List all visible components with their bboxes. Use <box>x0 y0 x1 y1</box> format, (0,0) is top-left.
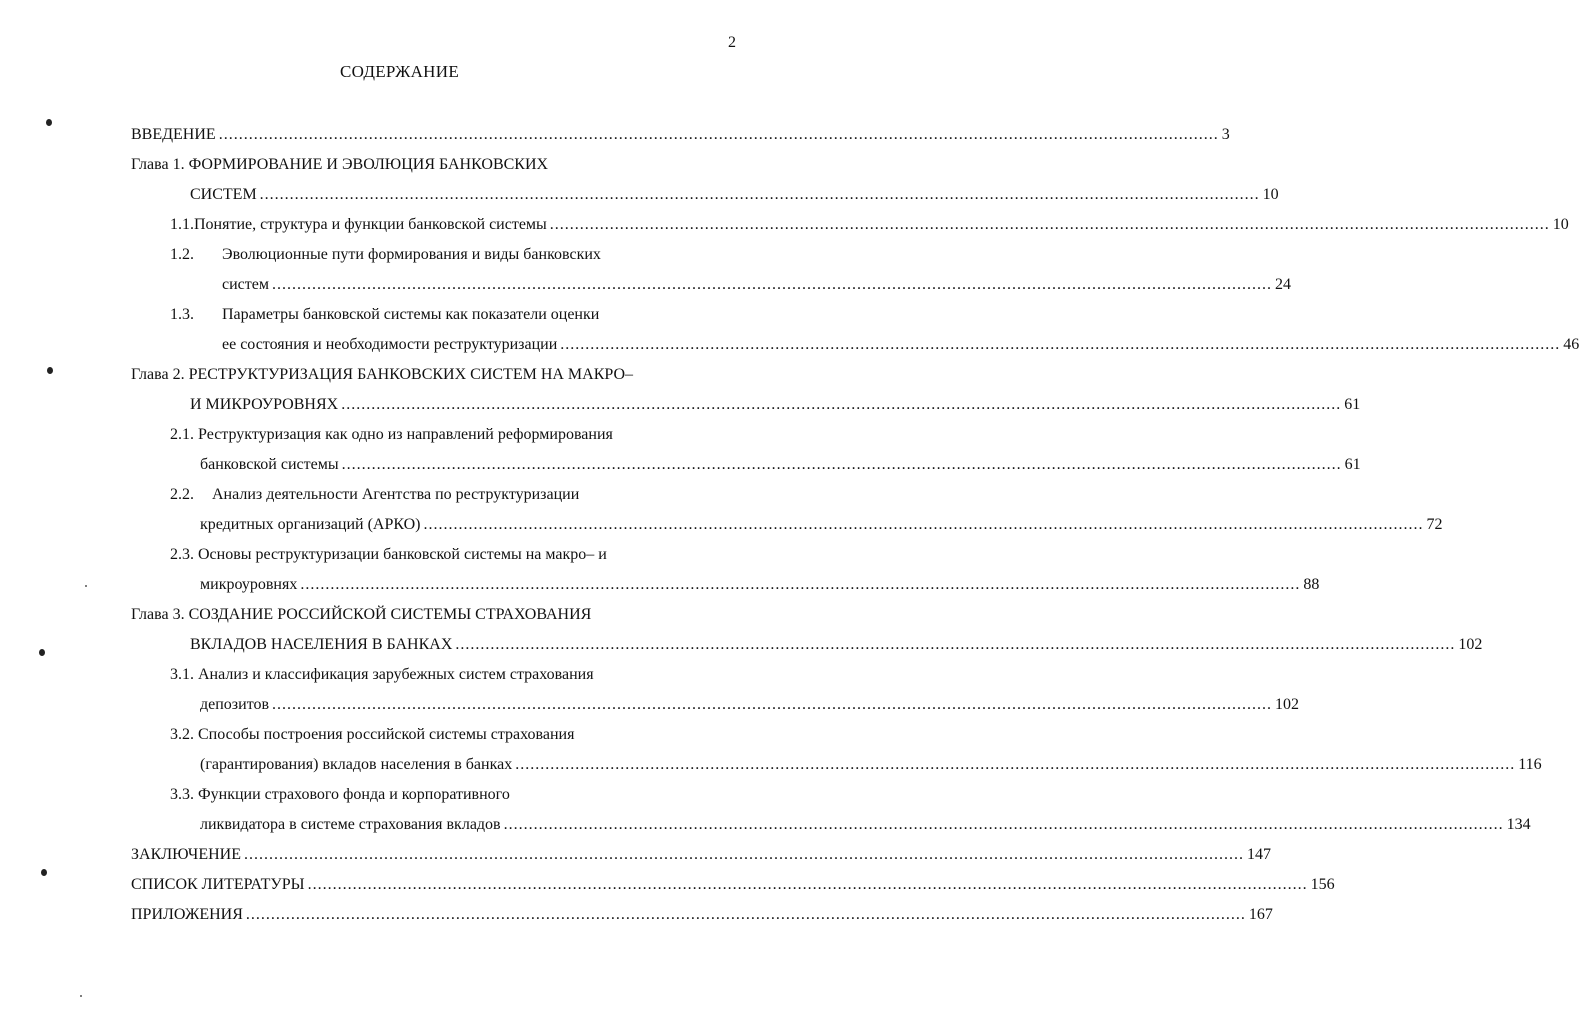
toc-entry-page: 134 <box>1506 816 1531 833</box>
dot-leader: ........................................................................................................................................................................................................ <box>300 576 1301 593</box>
toc-entry <box>170 720 716 744</box>
dot-leader: ........................................................................................................................................................................................................ <box>259 186 1260 203</box>
toc-entry <box>222 270 1291 294</box>
toc-entry-text: И МИКРОУРОВНЯХ <box>190 396 339 413</box>
toc-entry-text: ВКЛАДОВ НАСЕЛЕНИЯ В БАНКАХ <box>190 636 453 653</box>
toc-entry-text: Глава 3. СОЗДАНИЕ РОССИЙСКОЙ СИСТЕМЫ СТРАХОВАНИЯ <box>131 606 592 623</box>
toc-entry-text: банковской системы <box>200 456 339 473</box>
toc-entry-text: 2.3. Основы реструктуризации банковской системы на макро– и <box>170 546 607 563</box>
dot-leader: ........................................................................................................................................................................................................ <box>307 876 1308 893</box>
toc-entry-text: 2.1. Реструктуризация как одно из направлений реформирования <box>170 426 613 443</box>
dot-leader: ........................................................................................................................................................................................................ <box>341 456 1342 473</box>
toc-entry <box>131 360 712 384</box>
toc-entry-page: 102 <box>1275 696 1300 713</box>
toc-entry <box>170 420 712 444</box>
toc-entry-text: 3.1. Анализ и классификация зарубежных систем страхования <box>170 666 594 683</box>
toc-entry-text: СПИСОК ЛИТЕРАТУРЫ <box>131 876 305 893</box>
toc-entry-text: Параметры банковской системы как показатели оценки <box>222 306 600 323</box>
margin-dot <box>47 367 53 374</box>
dot-leader: ........................................................................................................................................................................................................ <box>549 216 1550 233</box>
toc-entry <box>190 630 1483 654</box>
toc-entry <box>200 450 1361 474</box>
dot-leader: ........................................................................................................................................................................................................ <box>218 126 1219 143</box>
margin-dot <box>46 119 52 126</box>
toc-entry <box>222 330 1579 354</box>
toc-entry <box>131 840 1271 864</box>
toc-entry-text: микроуровнях <box>200 576 298 593</box>
toc-entry-number: 1.2. <box>170 246 194 263</box>
toc-title: СОДЕРЖАНИЕ <box>339 62 460 81</box>
toc-entry <box>170 300 718 324</box>
margin-dot <box>41 869 47 876</box>
toc-entry-page: 61 <box>1344 396 1361 413</box>
toc-entry-text: депозитов <box>200 696 270 713</box>
toc-entry-text: ЗАКЛЮЧЕНИЕ <box>131 846 241 863</box>
toc-entry-text: ПРИЛОЖЕНИЯ <box>131 906 243 923</box>
toc-entry <box>200 690 1300 714</box>
dot-leader: ........................................................................................................................................................................................................ <box>243 846 1244 863</box>
toc-entry <box>190 390 1361 414</box>
toc-entry <box>170 240 722 264</box>
toc-entry-number: 1.3. <box>170 306 194 323</box>
toc-entry-page: 147 <box>1246 846 1271 863</box>
toc-entry-number: 2.2. <box>170 486 194 503</box>
toc-entry-text: 3.3. Функции страхового фонда и корпоративного <box>170 786 510 803</box>
toc-entry-page: 3 <box>1221 126 1230 143</box>
toc-entry-text: кредитных организаций (АРКО) <box>200 516 421 533</box>
toc-entry-page: 156 <box>1310 876 1335 893</box>
dot-leader: ........................................................................................................................................................................................................ <box>515 756 1516 773</box>
dot-leader: ........................................................................................................................................................................................................ <box>272 696 1273 713</box>
toc-entry-text: СИСТЕМ <box>190 186 257 203</box>
toc-entry <box>170 210 1569 234</box>
toc-entry-page: 116 <box>1518 756 1542 773</box>
toc-entry <box>131 870 1335 894</box>
toc-entry-text: Понятие, структура и функции банковской системы <box>194 216 547 233</box>
toc-entry <box>170 660 716 684</box>
toc-entry <box>170 780 716 804</box>
toc-entry-text: ВВЕДЕНИЕ <box>131 126 216 143</box>
scan-speck <box>85 585 87 587</box>
dot-leader: ........................................................................................................................................................................................................ <box>245 906 1246 923</box>
toc-entry-page: 167 <box>1248 906 1273 923</box>
toc-entry <box>200 750 1542 774</box>
dot-leader: ........................................................................................................................................................................................................ <box>560 336 1561 353</box>
toc-entry <box>200 570 1320 594</box>
toc-entry <box>170 540 712 564</box>
scan-speck <box>80 995 82 997</box>
toc-entry-text: Эволюционные пути формирования и виды банковских <box>222 246 601 263</box>
toc-entry-text: систем <box>222 276 269 293</box>
toc-entry-text: ее состояния и необходимости реструктуризации <box>222 336 558 353</box>
toc-entry-page: 10 <box>1262 186 1279 203</box>
page-number: 2 <box>728 34 736 51</box>
toc-entry-text: ликвидатора в системе страхования вкладов <box>200 816 501 833</box>
toc-entry-page: 24 <box>1274 276 1291 293</box>
toc-entry <box>131 120 1230 144</box>
dot-leader: ........................................................................................................................................................................................................ <box>455 636 1456 653</box>
dot-leader: ........................................................................................................................................................................................................ <box>341 396 1342 413</box>
toc-entry-page: 46 <box>1563 336 1579 353</box>
toc-entry <box>200 810 1531 834</box>
toc-entry <box>190 180 1279 204</box>
toc-entry-page: 88 <box>1303 576 1320 593</box>
dot-leader: ........................................................................................................................................................................................................ <box>423 516 1424 533</box>
toc-entry-text: Глава 2. РЕСТРУКТУРИЗАЦИЯ БАНКОВСКИХ СИСТЕМ НА МАКРО– <box>131 366 634 383</box>
toc-entry <box>170 480 712 504</box>
toc-entry-number: 1.1. <box>170 216 194 233</box>
toc-entry-page: 72 <box>1426 516 1443 533</box>
toc-entry-page: 61 <box>1344 456 1361 473</box>
dot-leader: ........................................................................................................................................................................................................ <box>503 816 1504 833</box>
toc-entry <box>131 900 1273 924</box>
toc-entry <box>200 510 1443 534</box>
toc-entry-text: Глава 1. ФОРМИРОВАНИЕ И ЭВОЛЮЦИЯ БАНКОВСКИХ <box>131 156 549 173</box>
margin-dot <box>39 649 45 656</box>
toc-entry-page: 10 <box>1552 216 1569 233</box>
toc-entry-text: (гарантирования) вкладов населения в банках <box>200 756 513 773</box>
toc-entry-text: 3.2. Способы построения российской системы страхования <box>170 726 575 743</box>
dot-leader: ........................................................................................................................................................................................................ <box>271 276 1272 293</box>
toc-entry-page: 102 <box>1458 636 1483 653</box>
toc-entry <box>131 600 716 624</box>
toc-entry <box>131 150 712 174</box>
toc-entry-text: Анализ деятельности Агентства по реструктуризации <box>212 486 580 503</box>
